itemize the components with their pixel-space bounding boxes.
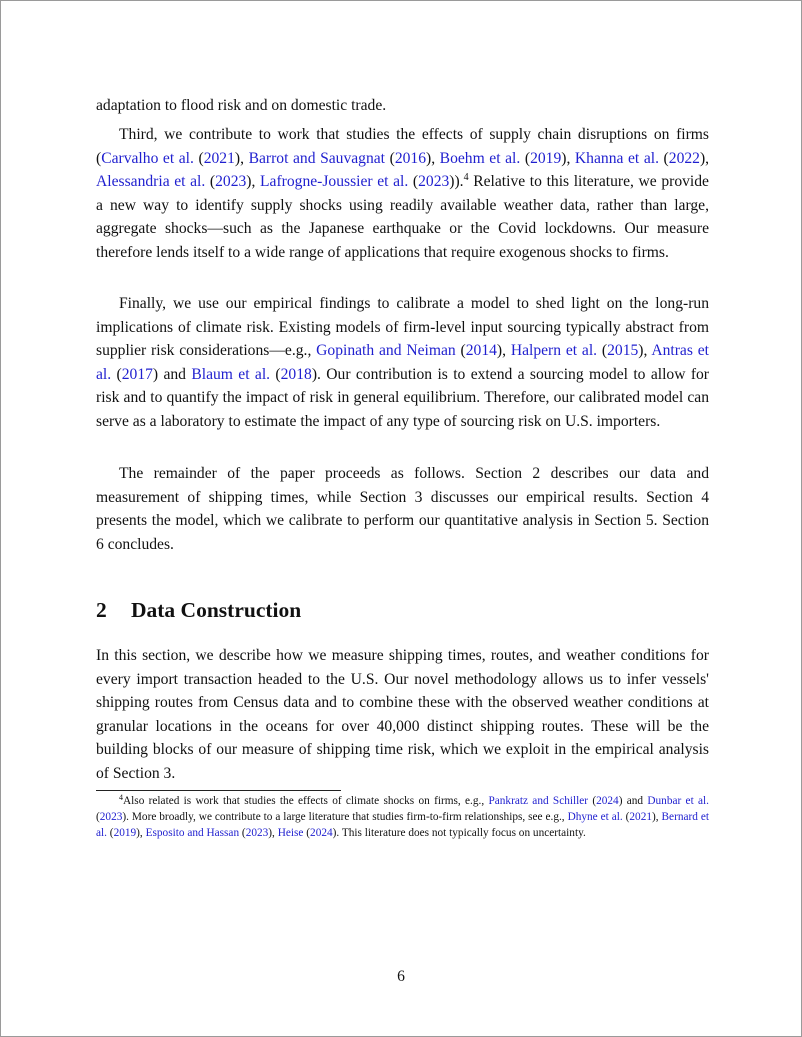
citation-year-link[interactable]: 2019 — [113, 827, 137, 839]
page-number: 6 — [397, 968, 405, 985]
paragraph-outline — [96, 462, 709, 556]
citation-year-link[interactable]: 2015 — [607, 342, 639, 360]
citation-link[interactable]: Esposito and Hassan — [145, 827, 240, 839]
citation-link[interactable]: Barrot and Sauvagnat — [248, 149, 386, 167]
citation-year-link[interactable]: 2017 — [121, 365, 153, 383]
citation-link[interactable]: Carvalho et al. — [101, 149, 194, 167]
citation-link[interactable]: Heise — [277, 827, 304, 839]
citation-year-link[interactable]: 2023 — [99, 811, 123, 823]
citation-year-link[interactable]: 2022 — [668, 149, 700, 167]
citation-link[interactable]: Pankratz and Schiller — [488, 795, 589, 807]
paragraph-text: Relative to this literature, we provide a new way to identify supply shocks using readily available weather data, rather than large, aggregate shocks—such as the Japanese earthquake or the Covid lockdowns. Our measure therefore lends itself to a wide range of applications that require exogenous shocks to firms. — [96, 173, 709, 261]
citation-link[interactable]: Alessandria et al. — [96, 173, 206, 191]
citation-link[interactable]: Blaum et al. — [191, 365, 271, 383]
citation-year-link[interactable]: 2016 — [394, 149, 426, 167]
footnote-text: Also related is work that studies the effects of climate shocks on firms, e.g., — [123, 795, 489, 807]
citation-year-link[interactable]: 2023 — [418, 173, 450, 191]
paragraph-flood-risk — [96, 94, 709, 118]
paragraph-text: The remainder of the paper proceeds as follows. Section 2 describes our data and measurement of shipping times, while Section 3 discusses our empirical results. Section 4 presents the model, which we calibrate to perform our quantitative analysis in Section 5. Section 6 concludes. — [96, 465, 709, 553]
footnote-text: This literature does not typically focus on uncertainty. — [339, 827, 586, 839]
citation-year-link[interactable]: 2018 — [280, 365, 312, 383]
paragraph-text: Third, we contribute to work that studies the effects of supply chain disruptions on firms ( — [96, 126, 709, 167]
footnote-marker[interactable]: 4 — [463, 172, 469, 184]
paragraph-data-construction — [96, 644, 709, 786]
citation-year-link[interactable]: 2021 — [203, 149, 235, 167]
section-number: 2 — [96, 598, 107, 622]
paragraph-text: adaptation to flood risk and on domestic trade. — [96, 97, 387, 114]
citation-year-link[interactable]: 2019 — [530, 149, 562, 167]
paragraph-text: Finally, we use our empirical findings to calibrate a model to shed light on the long-run implications of climate risk. Existing models of firm-level input sourcing typically abstract from supplier risk considerations—e.g., — [96, 295, 709, 360]
citation-link[interactable]: Boehm et al. — [439, 149, 521, 167]
citation-link[interactable]: Halpern et al. — [510, 342, 598, 360]
paragraph-text: In this section, we describe how we measure shipping times, routes, and weather conditions for every import transaction headed to the U.S. Our novel methodology allows us to infer vessels' shipping routes from Census data and to combine these with the observed weather conditions at granular locations in the oceans for over 40,000 distinct shipping routes. These will be the building blocks of our measure of shipping time risk, which we exploit in the empirical analysis of Section 3. — [96, 647, 709, 782]
paragraph-text: Our contribution is to extend a sourcing model to allow for risk and to quantify the impact of risk in general equilibrium. Therefore, our calibrated model can serve as a laboratory to estimate the impact of any type of sourcing risk on U.S. importers. — [96, 365, 710, 430]
footnote-divider — [96, 790, 341, 791]
citation-link[interactable]: Gopinath and Neiman — [316, 342, 456, 360]
citation-year-link[interactable]: 2021 — [629, 811, 652, 823]
paragraph-supply-chain: Third, we contribute to work that studies the effects of supply chain disruptions on firms (Carvalho et al. (2021), Barrot and Sauvagnat (2016), Boehm et al. (2019), Khanna et al. (2022), Alessandria et al. (2023), Lafrogne-Joussier et al. (2023)).$^4$ Relative to this literature, we provide a new way to identify supply shocks using readily available weather data, rather than large, aggregate shocks—such as the Japanese earthquake or the Covid lockdowns. Our measure therefore lends itself to a wide range of applications that require exogenous shocks to firms. — [96, 126, 710, 261]
citation-link[interactable]: Lafrogne-Joussier et al. — [260, 173, 409, 191]
section-title: Data Construction — [131, 598, 302, 622]
citation-year-link[interactable]: 2024 — [596, 795, 619, 807]
citation-year-link[interactable]: 2023 — [215, 173, 247, 191]
citation-year-link[interactable]: 2024 — [310, 827, 333, 839]
citation-year-link[interactable]: 2014 — [465, 342, 497, 360]
section-heading — [96, 596, 301, 624]
citation-link[interactable]: Dunbar et al. — [647, 795, 709, 807]
citation-year-link[interactable]: 2023 — [245, 827, 269, 839]
citation-link[interactable]: Khanna et al. — [574, 149, 659, 167]
paragraph-calibration: Finally, we use our empirical findings to calibrate a model to shed light on the long-run implications of climate risk. Existing models of firm-level input sourcing typically abstract from supplier risk considerations—e.g., Gopinath and Neiman (2014), Halpern et al. (2015), Antras et al. (2017) and Blaum et al. (2018). Our contribution is to extend a sourcing model to allow for risk and to quantify the impact of risk in general equilibrium. Therefore, our calibrated model can serve as a laboratory to estimate the impact of any type of sourcing risk on U.S. importers. — [96, 295, 710, 430]
footnote: $^4$Also related is work that studies the effects of climate shocks on firms, e.g., Pankratz and Schiller (2024) and Dunbar et al. (2023). More broadly, we contribute to a large literature that studies firm-to-firm relationships, see e.g., Dhyne et al. (2021), Bernard et al. (2019), Esposito and Hassan (2023), Heise (2024). This literature does not typically focus on uncertainty. — [96, 793, 709, 839]
footnote-marker: 4 — [119, 793, 123, 802]
citation-link[interactable]: Antras et al. — [96, 342, 709, 383]
citation-link[interactable]: Dhyne et al. — [567, 811, 623, 823]
citation-link[interactable]: Bernard et al. — [96, 811, 709, 839]
